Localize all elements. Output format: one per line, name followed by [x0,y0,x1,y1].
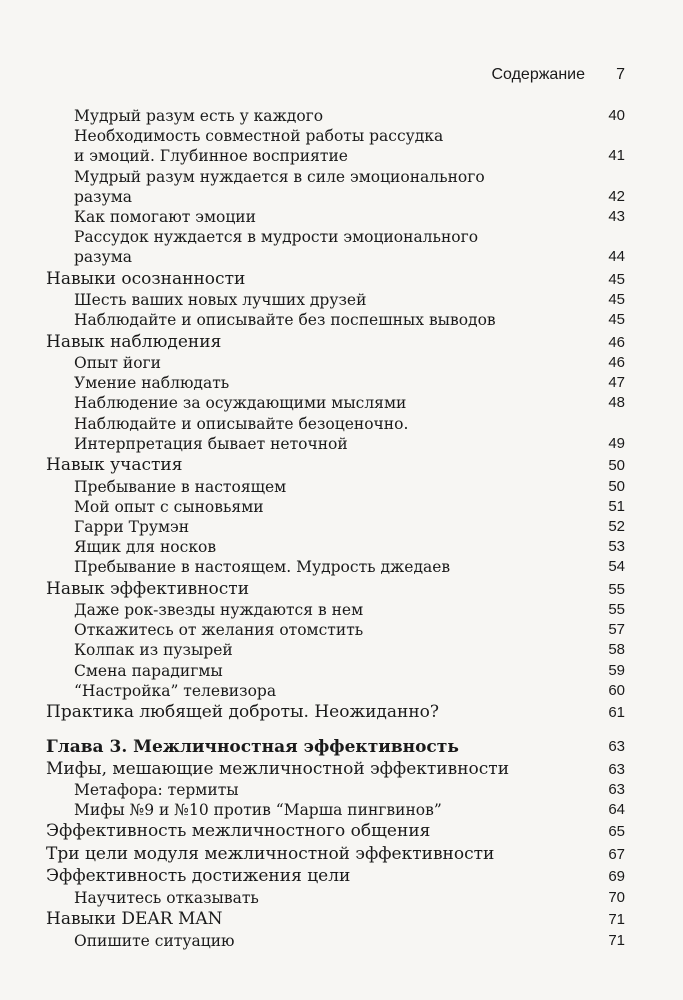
toc-page-number: 54 [608,558,625,576]
running-head-title: Содержание [491,66,585,83]
toc-entry-title: Шесть ваших новых лучших друзей [74,291,367,310]
toc-entry-title: Три цели модуля межличностной эффективности [46,843,495,864]
toc-subsection [46,681,625,701]
toc-entry-title: Метафора: термиты [74,781,239,800]
toc-subsection [46,414,625,454]
toc-entry-title: Глава 3. Межличностная эффективность [46,736,459,757]
toc-entry-title: Наблюдение за осуждающими мыслями [74,394,407,413]
toc-subsection [46,227,625,267]
toc-entry-title: Интерпретация бывает неточной [74,434,348,453]
toc-entry-title: Научитесь отказывать [74,888,259,907]
toc-entry-title: Эффективность достижения цели [46,866,351,887]
toc-entry-title: Опишите ситуацию [74,931,235,950]
toc-subsection [46,517,625,537]
toc-page-number: 40 [608,107,625,124]
toc-page-number: 45 [608,311,625,329]
toc-page-number: 58 [608,641,625,659]
toc-entry-title: Умение наблюдать [74,374,230,393]
toc-subsection [46,106,625,126]
toc-subsection [46,167,625,207]
toc-page-number: 50 [608,457,625,475]
toc-page-number: 47 [608,374,625,392]
toc-page-number: 70 [608,888,625,906]
toc-entry-title: Гарри Трумэн [74,517,190,536]
toc-section [46,702,625,724]
toc-chapter [46,736,625,758]
toc-subsection [46,800,625,820]
toc-subsection [46,537,625,557]
toc-page-number: 52 [608,517,625,535]
toc-page-number: 46 [608,333,625,351]
toc-page-number: 57 [608,621,625,639]
running-head-page-number: 7 [616,66,625,83]
toc-page-number: 50 [608,477,625,495]
toc-subsection [46,373,625,393]
toc-page-number: 51 [608,497,625,515]
toc-subsection [46,207,625,227]
toc-section [46,844,625,866]
toc-entry-title: Необходимость совместной работы рассудка [74,127,444,146]
toc-subsection [46,393,625,413]
toc-page-number: 60 [608,681,625,699]
toc-page-number: 44 [608,248,625,266]
toc-subsection [46,477,625,497]
toc-page-number: 64 [608,801,625,819]
toc-entry-title: Навык участия [46,455,183,476]
toc-page-number: 69 [608,868,625,886]
toc-page-number: 71 [608,931,625,949]
toc-entry-title: и эмоций. Глубинное восприятие [74,147,348,166]
toc-page-number: 67 [608,845,625,863]
toc-section [46,332,625,354]
toc-entry-title: Ящик для носков [74,538,217,557]
running-head [46,66,625,90]
toc-subsection [46,661,625,681]
toc-subsection [46,620,625,640]
toc-entry-title: Эффективность межличностного общения [46,821,431,842]
toc-entry-title: Навык наблюдения [46,331,222,352]
toc-entry-title: Навыки осознанности [46,268,246,289]
toc-section [46,759,625,781]
toc-page-number: 46 [608,354,625,372]
toc-entry-title: Практика любящей доброты. Неожиданно? [46,702,440,723]
toc-entry-title: Наблюдайте и описывайте безоценочно. [74,414,409,433]
toc-page-number: 45 [608,291,625,309]
toc-entry-title: Мудрый разум нуждается в силе эмоционального [74,167,485,186]
toc-page-number: 63 [608,737,625,755]
toc-page-number: 63 [608,781,625,799]
toc-entry-title: Мудрый разум есть у каждого [74,107,324,125]
toc-entry-title: Навыки DEAR MAN [46,909,223,930]
toc-page-number: 53 [608,538,625,556]
toc-entry-title: Мой опыт с сыновьями [74,497,264,516]
toc-section [46,866,625,888]
toc-page-number: 71 [608,911,625,929]
toc-page-number: 63 [608,760,625,778]
toc-section [46,821,625,843]
toc-section [46,579,625,601]
toc-entry-title: Рассудок нуждается в мудрости эмоционального [74,228,479,247]
toc-page-number: 55 [608,580,625,598]
toc-subsection [46,931,625,951]
toc-entry-title: Пребывание в настоящем [74,477,287,496]
toc-subsection [46,290,625,310]
toc-subsection [46,353,625,373]
toc-subsection [46,557,625,577]
toc-section [46,455,625,477]
toc-page-number: 55 [608,601,625,619]
toc-entry-title: Навык эффективности [46,578,250,599]
toc-section [46,269,625,291]
toc-entry-title: разума [74,248,133,267]
toc-page-number: 42 [608,187,625,205]
toc-entry-title: разума [74,187,133,206]
toc-subsection [46,310,625,330]
toc-entry-title: Мифы, мешающие межличностной эффективности [46,758,510,779]
toc-page-number: 61 [608,704,625,722]
toc-page-number: 59 [608,661,625,679]
toc-page-number: 45 [608,270,625,288]
toc-page-number: 48 [608,394,625,412]
toc-entry-title: Мифы №9 и №10 против “Марша пингвинов” [74,801,442,820]
toc-subsection [46,888,625,908]
toc-entry-title: Даже рок-звезды нуждаются в нем [74,601,364,620]
toc-entry-title: Опыт йоги [74,354,161,373]
toc-page-number: 41 [608,147,625,165]
toc-entry-title: “Настройка” телевизора [74,681,277,700]
toc-page-number: 65 [608,823,625,841]
toc-page-number: 49 [608,434,625,452]
toc-subsection [46,600,625,620]
toc-subsection [46,497,625,517]
toc-entry-title: Пребывание в настоящем. Мудрость джедаев [74,558,451,577]
toc-subsection [46,780,625,800]
toc-entry-title: Как помогают эмоции [74,208,256,227]
toc-subsection [46,126,625,166]
table-of-contents [46,106,625,951]
toc-subsection [46,640,625,660]
toc-entry-title: Наблюдайте и описывайте без поспешных выводов [74,311,496,330]
toc-entry-title: Смена парадигмы [74,661,223,680]
toc-section [46,909,625,931]
toc-page-number: 43 [608,208,625,226]
toc-entry-title: Колпак из пузырей [74,641,233,660]
toc-entry-title: Откажитесь от желания отомстить [74,621,364,640]
